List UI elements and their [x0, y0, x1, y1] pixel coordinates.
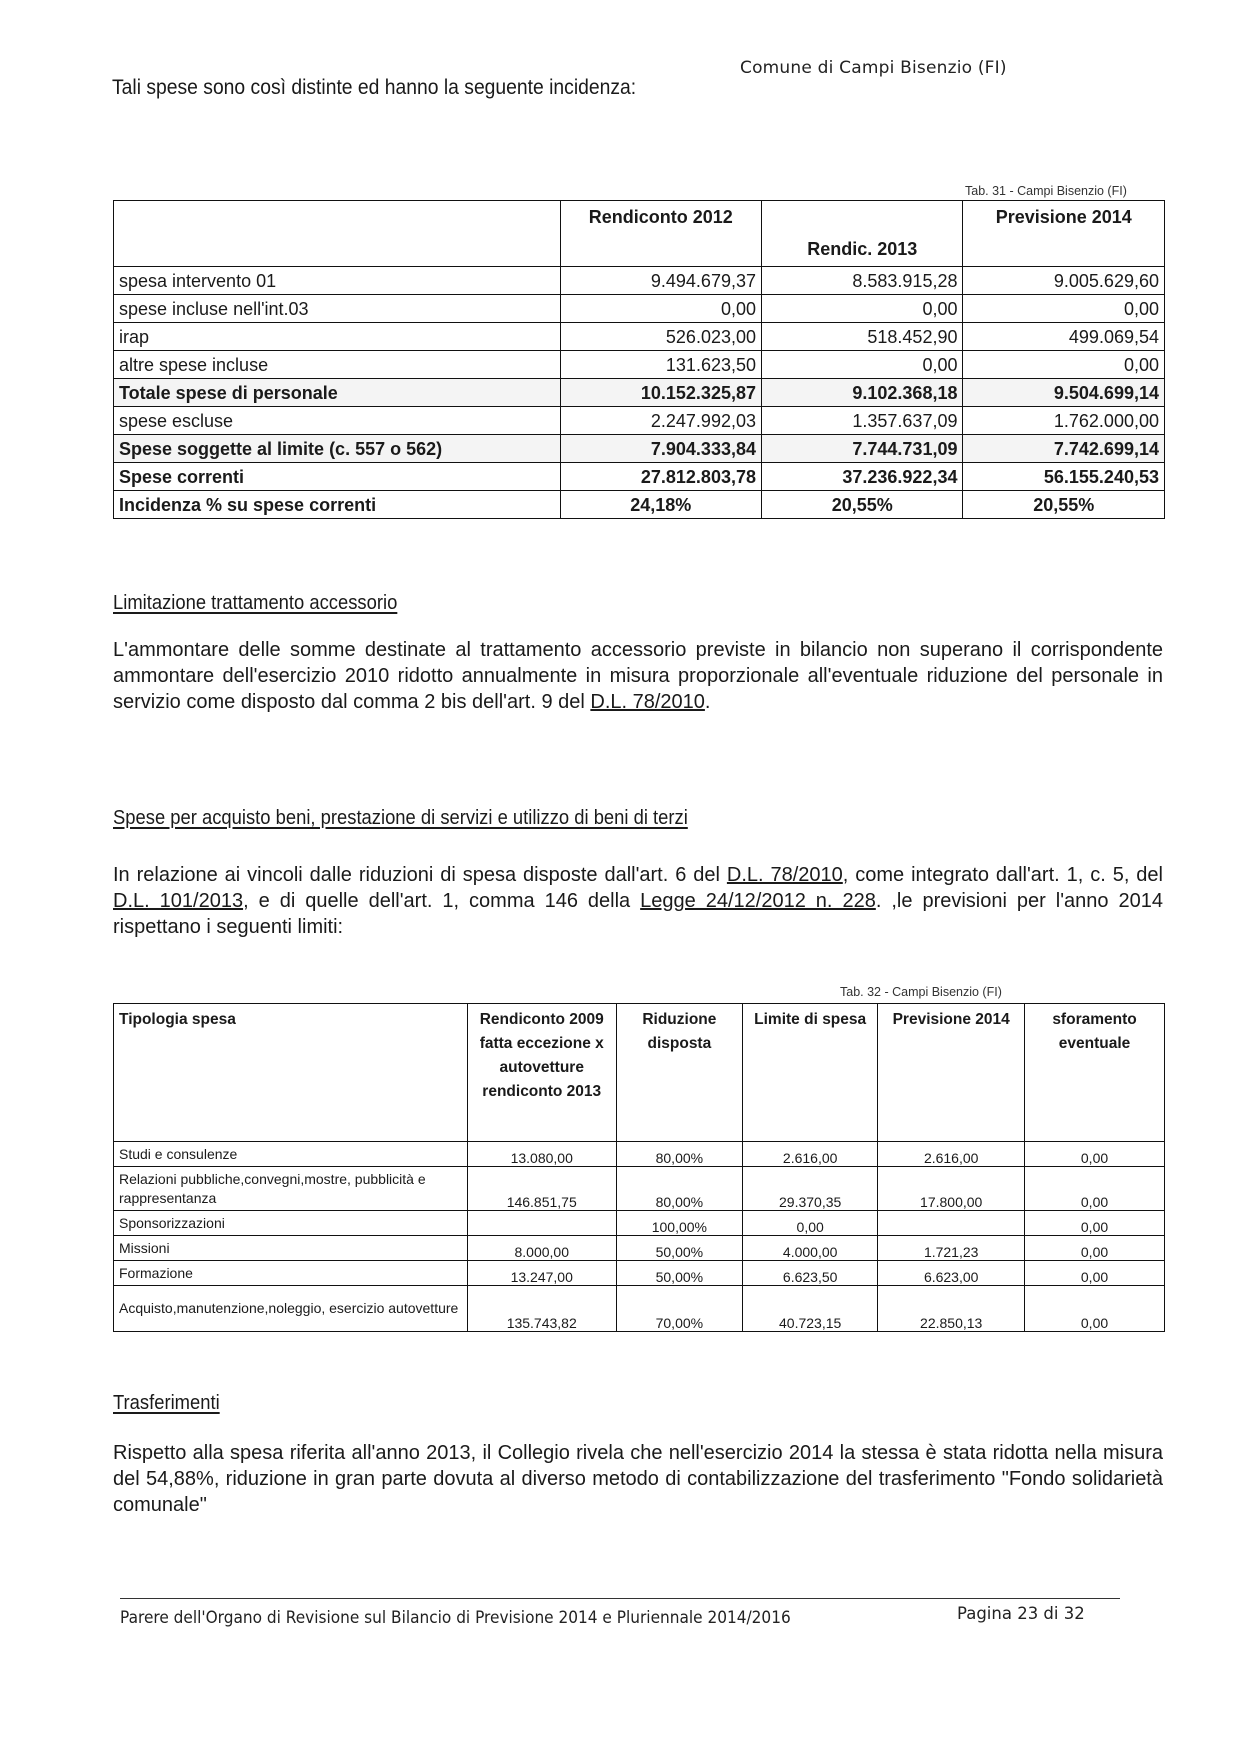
cell: 0,00: [1025, 1261, 1165, 1286]
cell: 0,00: [1025, 1142, 1165, 1167]
row-label: Totale spese di personale: [114, 379, 561, 407]
table-row-total: [114, 379, 1165, 407]
cell: 131.623,50: [560, 351, 761, 379]
cell: 70,00%: [616, 1286, 742, 1332]
table-row: [114, 1211, 1165, 1236]
table-row: [114, 407, 1165, 435]
table-row: [114, 1167, 1165, 1211]
table-row: [114, 1286, 1165, 1332]
table32-caption: Tab. 32 - Campi Bisenzio (FI): [840, 985, 1002, 999]
cell: 2.616,00: [742, 1142, 877, 1167]
cell: 20,55%: [762, 491, 963, 519]
cell: 6.623,00: [878, 1261, 1025, 1286]
table-row: [114, 323, 1165, 351]
paragraph-text: , e di quelle dell'art. 1, comma 146 della: [243, 890, 641, 912]
cell: 146.851,75: [467, 1167, 616, 1211]
col-header-forecast-2014: Previsione 2014: [878, 1004, 1025, 1142]
cell: 2.616,00: [878, 1142, 1025, 1167]
cell: 9.005.629,60: [963, 267, 1165, 295]
cell: 1.762.000,00: [963, 407, 1165, 435]
municipality-header: Comune di Campi Bisenzio (FI): [740, 58, 1007, 78]
table-row-incidence: [114, 491, 1165, 519]
cell: 8.583.915,28: [762, 267, 963, 295]
cell: 13.080,00: [467, 1142, 616, 1167]
row-label: Sponsorizzazioni: [114, 1211, 468, 1236]
cell: 7.742.699,14: [963, 435, 1165, 463]
table-row: [114, 1236, 1165, 1261]
row-label: Spese correnti: [114, 463, 561, 491]
cell: 22.850,13: [878, 1286, 1025, 1332]
col-header-2014: Previsione 2014: [963, 201, 1165, 267]
cell: 0,00: [560, 295, 761, 323]
table-row: [114, 351, 1165, 379]
cell: [878, 1211, 1025, 1236]
paragraph-text: .: [704, 691, 711, 713]
intro-text: Tali spese sono così distinte ed hanno la seguente incidenza:: [112, 76, 637, 99]
row-label: spesa intervento 01: [114, 267, 561, 295]
table-header-row: [114, 201, 1165, 267]
section1-paragraph: [113, 637, 1163, 715]
col-header-label: [114, 201, 561, 267]
section2-paragraph: [113, 862, 1163, 940]
cell: 0,00: [963, 295, 1165, 323]
paragraph-text: L'ammontare delle somme destinate al trattamento accessorio previste in bilancio non superano il corrispondente ammontare dell'esercizio 2010 ridotto annualmente in misura proporzionale all'eventuale riduzione del personale in servizio come disposto dal comma 2 bis dell'art. 9 del: [113, 639, 1163, 713]
col-header-2012: Rendiconto 2012: [560, 201, 761, 267]
row-label: Spese soggette al limite (c. 557 o 562): [114, 435, 561, 463]
cell: 20,55%: [963, 491, 1165, 519]
cell: 10.152.325,87: [560, 379, 761, 407]
col-header-2013: Rendic. 2013: [762, 201, 963, 267]
cell: 37.236.922,34: [762, 463, 963, 491]
table-row: [114, 1142, 1165, 1167]
cell: 2.247.992,03: [560, 407, 761, 435]
row-label: Formazione: [114, 1261, 468, 1286]
table-row-current-expenses: [114, 463, 1165, 491]
paragraph-text: , come integrato dall'art. 1, c. 5, del: [842, 864, 1164, 886]
row-label: spese escluse: [114, 407, 561, 435]
cell: 7.904.333,84: [560, 435, 761, 463]
table-row-subject-to-limit: [114, 435, 1165, 463]
col-header-reduction: Riduzione disposta: [616, 1004, 742, 1142]
cell: 9.504.699,14: [963, 379, 1165, 407]
cell: 50,00%: [616, 1236, 742, 1261]
row-label: Relazioni pubbliche,convegni,mostre, pubblicità e rappresentanza: [114, 1167, 468, 1211]
cell: 40.723,15: [742, 1286, 877, 1332]
page-number: Pagina 23 di 32: [957, 1604, 1085, 1623]
paragraph-text: In relazione ai vincoli dalle riduzioni di spesa disposte dall'art. 6 del: [113, 864, 727, 886]
row-label: irap: [114, 323, 561, 351]
law-reference-link[interactable]: D.L. 101/2013: [113, 890, 244, 912]
table-row: [114, 1261, 1165, 1286]
cell: 0,00: [742, 1211, 877, 1236]
row-label: Incidenza % su spese correnti: [114, 491, 561, 519]
footer-divider: [120, 1598, 1120, 1599]
law-reference-link[interactable]: D.L. 78/2010: [726, 864, 843, 886]
row-label: Acquisto,manutenzione,noleggio, esercizio autovetture: [114, 1286, 468, 1332]
section-title-transfers: Trasferimenti: [113, 1392, 220, 1414]
cell: 13.247,00: [467, 1261, 616, 1286]
cell: 526.023,00: [560, 323, 761, 351]
table-row: [114, 295, 1165, 323]
col-header-rendiconto-2009: Rendiconto 2009 fatta eccezione x autovetture rendiconto 2013: [467, 1004, 616, 1142]
table31-caption: Tab. 31 - Campi Bisenzio (FI): [965, 184, 1127, 198]
row-label: Missioni: [114, 1236, 468, 1261]
table-row: [114, 267, 1165, 295]
cell: 7.744.731,09: [762, 435, 963, 463]
cell: 1.357.637,09: [762, 407, 963, 435]
cell: 8.000,00: [467, 1236, 616, 1261]
cell: 50,00%: [616, 1261, 742, 1286]
cell: 0,00: [1025, 1167, 1165, 1211]
cell: 6.623,50: [742, 1261, 877, 1286]
row-label: spese incluse nell'int.03: [114, 295, 561, 323]
cell: 80,00%: [616, 1142, 742, 1167]
footer-title: Parere dell'Organo di Revisione sul Bilancio di Previsione 2014 e Pluriennale 2014/2016: [120, 1608, 791, 1627]
cell: 9.494.679,37: [560, 267, 761, 295]
cell: 24,18%: [560, 491, 761, 519]
row-label: Studi e consulenze: [114, 1142, 468, 1167]
table-header-row: [114, 1004, 1165, 1142]
cell: 0,00: [1025, 1236, 1165, 1261]
law-reference-link[interactable]: Legge 24/12/2012 n. 228: [640, 890, 876, 912]
cell: 27.812.803,78: [560, 463, 761, 491]
cell: 0,00: [963, 351, 1165, 379]
cell: 135.743,82: [467, 1286, 616, 1332]
col-header-overrun: sforamento eventuale: [1025, 1004, 1165, 1142]
cell: 518.452,90: [762, 323, 963, 351]
law-reference-link[interactable]: D.L. 78/2010: [590, 691, 705, 713]
col-header-type: Tipologia spesa: [114, 1004, 468, 1142]
cell: 0,00: [1025, 1211, 1165, 1236]
cell: 0,00: [762, 351, 963, 379]
col-header-limit: Limite di spesa: [742, 1004, 877, 1142]
paragraph-text: . ,le previsioni per l'anno 2014 rispettano i seguenti limiti:: [113, 890, 1163, 938]
section-title-accessory-treatment: Limitazione trattamento accessorio: [113, 592, 398, 614]
cell: 100,00%: [616, 1211, 742, 1236]
row-label: altre spese incluse: [114, 351, 561, 379]
table-31-personnel-expenses: [113, 200, 1165, 519]
cell: 499.069,54: [963, 323, 1165, 351]
cell: 29.370,35: [742, 1167, 877, 1211]
section-title-goods-services: Spese per acquisto beni, prestazione di servizi e utilizzo di beni di terzi: [113, 807, 688, 829]
cell: [467, 1211, 616, 1236]
cell: 17.800,00: [878, 1167, 1025, 1211]
cell: 1.721,23: [878, 1236, 1025, 1261]
cell: 80,00%: [616, 1167, 742, 1211]
cell: 9.102.368,18: [762, 379, 963, 407]
cell: 4.000,00: [742, 1236, 877, 1261]
cell: 56.155.240,53: [963, 463, 1165, 491]
table-32-spending-limits: [113, 1003, 1165, 1332]
cell: 0,00: [762, 295, 963, 323]
section3-paragraph: Rispetto alla spesa riferita all'anno 2013, il Collegio rivela che nell'esercizio 2014 la stessa è stata ridotta nella misura del 54,88%, riduzione in gran parte dovuta al diverso metodo di contabilizzazione del trasferimento "Fondo solidarietà comunale": [113, 1442, 1163, 1516]
cell: 0,00: [1025, 1286, 1165, 1332]
